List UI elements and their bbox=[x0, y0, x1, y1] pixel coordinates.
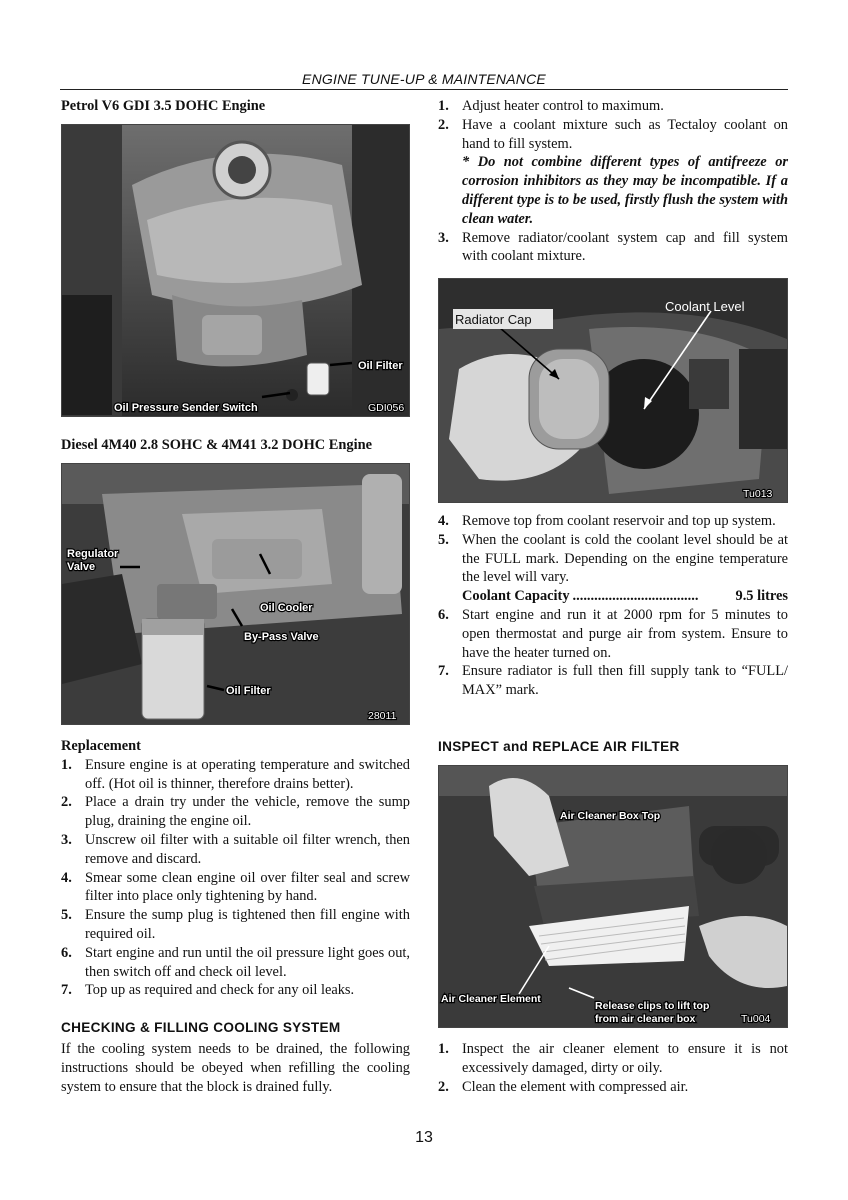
step-text: Ensure radiator is full then fill supply tank to “FULL/ MAX” mark. bbox=[462, 663, 788, 699]
steps-b-block bbox=[438, 512, 788, 700]
list-item bbox=[61, 869, 410, 907]
step-number: 2. bbox=[61, 794, 72, 811]
step-number: 1. bbox=[438, 98, 449, 114]
petrol-title-block bbox=[61, 97, 410, 116]
step-text: Start engine and run it at 2000 rpm for 5 minutes to open thermostat and purge air from system. Ensure to have the heater turned on. bbox=[462, 606, 788, 661]
step-number: 4. bbox=[438, 513, 449, 529]
step-text: Remove top from coolant reservoir and top up system. bbox=[462, 513, 776, 529]
list-item bbox=[61, 944, 410, 982]
page-number: 13 bbox=[415, 1129, 433, 1146]
cooling-intro: If the cooling system needs to be drained, the following instructions should be obeyed when refilling the cooling system to ensure that the block is drained fully. bbox=[61, 1041, 410, 1095]
step-text: Start engine and run until the oil pressure light goes out, then switch off and check oil level. bbox=[85, 944, 410, 980]
label-radiator-cap: Radiator Cap bbox=[455, 312, 532, 327]
label-oil-filter: Oil Filter bbox=[358, 360, 403, 372]
list-item bbox=[438, 97, 788, 116]
coolant-capacity-value: 9.5 litres bbox=[735, 588, 788, 605]
step-text: Inspect the air cleaner element to ensure it is not excessively damaged, dirty or oily. bbox=[462, 1041, 788, 1076]
step-text: Place a drain try under the vehicle, remove the sump plug, draining the engine oil. bbox=[85, 794, 410, 830]
photo-code-tu004: Tu004 bbox=[741, 1013, 771, 1025]
step-text: Top up as required and check for any oil leaks. bbox=[85, 982, 355, 999]
petrol-engine-title: Petrol V6 GDI 3.5 DOHC Engine bbox=[61, 98, 266, 114]
diesel-title-block bbox=[61, 436, 410, 455]
diesel-engine-title: Diesel 4M40 2.8 SOHC & 4M41 3.2 DOHC Engine bbox=[61, 437, 372, 453]
step-number: 5. bbox=[61, 907, 72, 924]
step-number: 5. bbox=[438, 531, 449, 548]
label-release-clips-2: from air cleaner box bbox=[595, 1013, 696, 1025]
step-text: Ensure the sump plug is tightened then fill engine with required oil. bbox=[85, 907, 410, 942]
cooling-title: CHECKING & FILLING COOLING SYSTEM bbox=[61, 1020, 341, 1035]
label-oil-pressure-sender-switch: Oil Pressure Sender Switch bbox=[114, 402, 258, 414]
step-text: Ensure engine is at operating temperature and switched off. (Hot oil is thinner, therefore drains better). bbox=[85, 756, 410, 792]
coolant-capacity-dots: ................................... bbox=[572, 588, 699, 605]
step-number: 6. bbox=[61, 944, 72, 961]
list-item bbox=[61, 831, 410, 869]
list-item bbox=[438, 531, 788, 587]
list-item bbox=[438, 1040, 788, 1078]
air-filter-steps bbox=[438, 1040, 788, 1096]
step-number: 7. bbox=[61, 982, 72, 999]
label-valve: Valve bbox=[67, 561, 96, 573]
label-oil-cooler: Oil Cooler bbox=[260, 602, 313, 614]
list-item bbox=[61, 906, 410, 944]
coolant-capacity-line bbox=[438, 587, 788, 606]
step-number: 1. bbox=[438, 1041, 449, 1057]
replacement-steps bbox=[61, 756, 410, 1000]
label-air-cleaner-element: Air Cleaner Element bbox=[441, 993, 541, 1005]
step-number: 2. bbox=[438, 1078, 449, 1095]
step-text: Clean the element with compressed air. bbox=[462, 1078, 689, 1095]
label-diesel-oil-filter: Oil Filter bbox=[226, 685, 271, 697]
list-item bbox=[61, 793, 410, 831]
replacement-title: Replacement bbox=[61, 738, 141, 754]
diesel-engine-photo bbox=[61, 463, 410, 725]
list-item bbox=[438, 512, 788, 531]
photo-code-gdi056: GDI056 bbox=[368, 402, 405, 414]
label-regulator: Regulator bbox=[67, 548, 119, 560]
radiator-cap-photo bbox=[438, 278, 788, 503]
step-text: Have a coolant mixture such as Tectaloy coolant on hand to fill system. bbox=[462, 116, 788, 152]
list-item bbox=[438, 116, 788, 229]
running-header: ENGINE TUNE-UP & MAINTENANCE bbox=[302, 71, 546, 87]
step-text: Adjust heater control to maximum. bbox=[462, 98, 664, 114]
step-text: Smear some clean engine oil over filter seal and screw filter into place only tightening by hand. bbox=[85, 869, 410, 905]
step-number: 1. bbox=[61, 756, 72, 773]
coolant-steps-b bbox=[438, 512, 788, 587]
coolant-steps-c bbox=[438, 606, 788, 700]
step-number: 2. bbox=[438, 116, 449, 133]
air-filter-photo bbox=[438, 765, 788, 1028]
list-item bbox=[61, 756, 410, 794]
header-rule bbox=[60, 89, 788, 90]
steps-a-block bbox=[438, 97, 788, 266]
step-text: Unscrew oil filter with a suitable oil filter wrench, then remove and discard. bbox=[85, 831, 410, 867]
coolant-capacity-label: Coolant Capacity bbox=[462, 588, 570, 605]
warning-note: * Do not combine different types of antifreeze or corrosion inhibitors as they may be incompatible. If a different type is to be used, firstly flush the system with clean water. bbox=[462, 154, 788, 227]
photo-code-tu013: Tu013 bbox=[743, 488, 773, 500]
replacement-section bbox=[61, 737, 410, 1000]
list-item bbox=[438, 1078, 788, 1097]
label-air-cleaner-box-top: Air Cleaner Box Top bbox=[560, 810, 661, 822]
air-filter-title: INSPECT and REPLACE AIR FILTER bbox=[438, 739, 680, 754]
coolant-steps-a bbox=[438, 97, 788, 266]
step-number: 7. bbox=[438, 663, 449, 680]
step-number: 3. bbox=[61, 831, 72, 848]
cooling-section bbox=[61, 1019, 410, 1038]
step-text: Remove radiator/coolant system cap and fill system with coolant mixture. bbox=[462, 229, 788, 265]
step-number: 4. bbox=[61, 869, 72, 886]
air-steps-block bbox=[438, 1040, 788, 1096]
step-text: When the coolant is cold the coolant level should be at the FULL mark. Depending on the engine temperature the level will vary. bbox=[462, 531, 788, 586]
step-number: 6. bbox=[438, 606, 449, 623]
label-release-clips-1: Release clips to lift top bbox=[595, 1000, 710, 1012]
list-item bbox=[438, 606, 788, 662]
step-number: 3. bbox=[438, 229, 449, 246]
petrol-engine-photo bbox=[61, 124, 410, 417]
label-by-pass-valve: By-Pass Valve bbox=[244, 631, 319, 643]
label-coolant-level: Coolant Level bbox=[665, 299, 745, 314]
air-filter-section bbox=[438, 738, 788, 757]
list-item bbox=[438, 229, 788, 267]
list-item bbox=[438, 662, 788, 700]
list-item bbox=[61, 981, 410, 1000]
photo-code-28011: 28011 bbox=[368, 710, 397, 722]
